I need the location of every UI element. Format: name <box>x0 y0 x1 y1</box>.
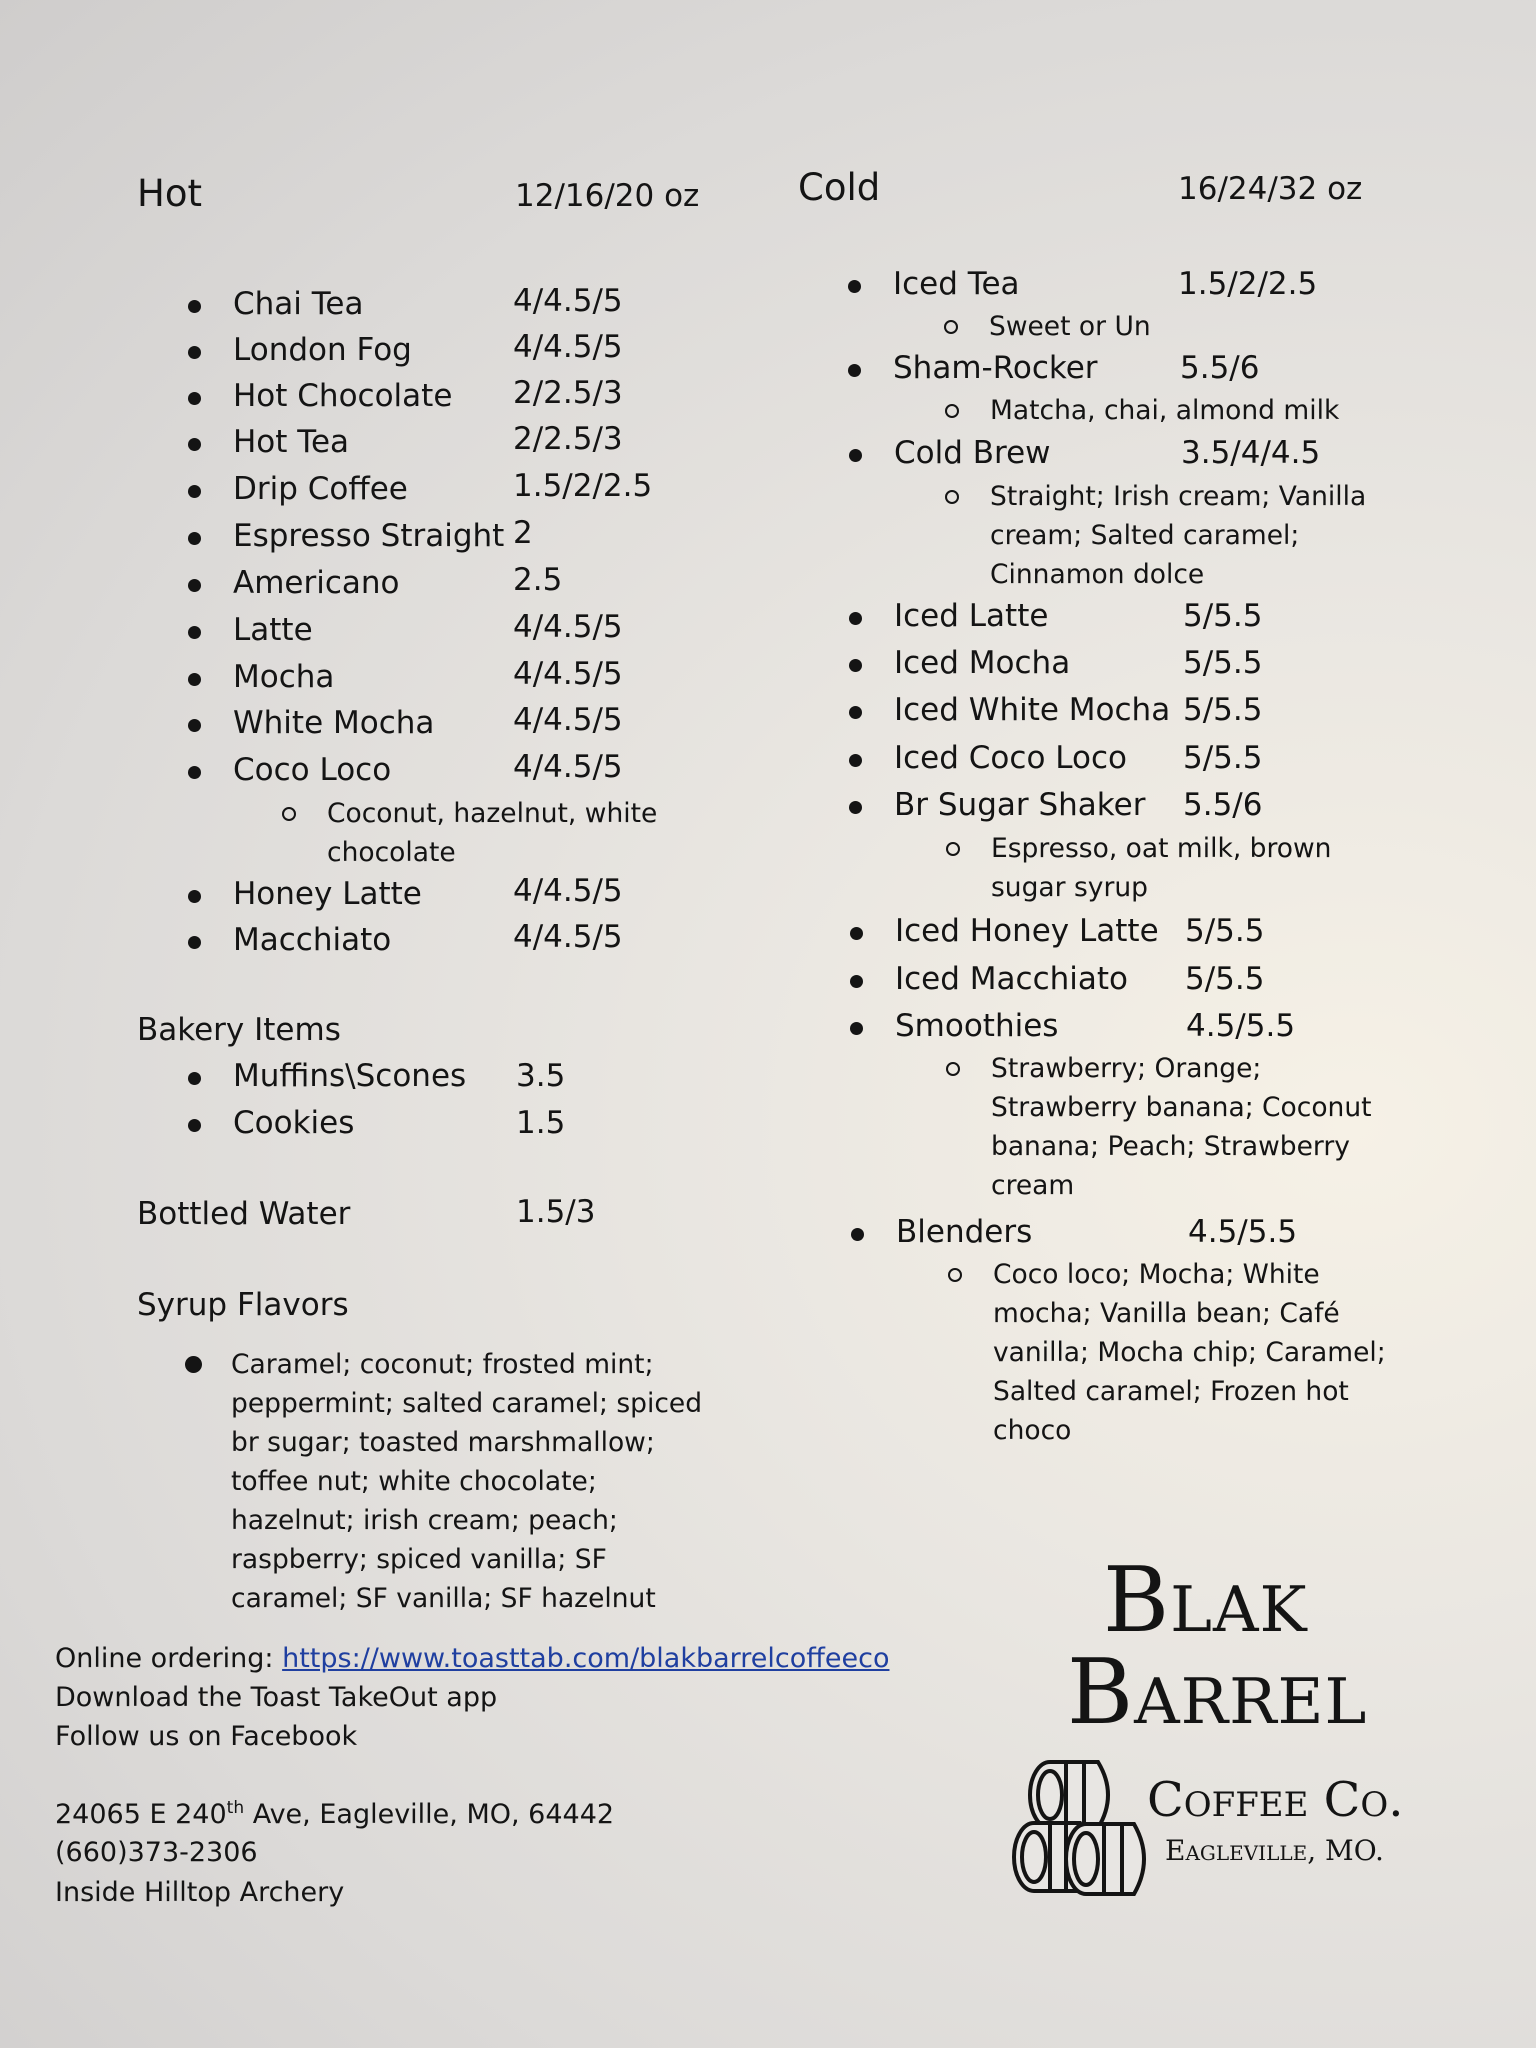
bullet-icon <box>188 673 201 686</box>
bakery-heading: Bakery Items <box>137 1012 341 1048</box>
barrels-icon <box>1008 1757 1156 1899</box>
hot-price: 2.5 <box>513 562 563 598</box>
cold-price: 5.5/6 <box>1180 350 1260 386</box>
cold-price: 4.5/5.5 <box>1186 1008 1296 1044</box>
hot-item: Americano <box>233 565 400 601</box>
cold-item: Iced Macchiato <box>895 961 1128 997</box>
cold-item: Iced Coco Loco <box>894 740 1127 776</box>
hot-price: 4/4.5/5 <box>513 702 623 738</box>
hot-item: London Fog <box>233 332 412 368</box>
hot-item: Macchiato <box>233 922 391 958</box>
bullet-icon <box>849 754 862 767</box>
bullet-icon <box>850 927 863 940</box>
bakery-item: Cookies <box>233 1105 354 1141</box>
hot-sizes: 12/16/20 oz <box>515 178 700 214</box>
online-ordering <box>55 1643 889 1674</box>
hot-price: 4/4.5/5 <box>513 749 623 785</box>
bullet-icon <box>188 485 201 498</box>
cold-item: Blenders <box>896 1214 1032 1250</box>
hot-price: 4/4.5/5 <box>513 919 623 955</box>
sub-bullet-icon <box>945 490 959 504</box>
hot-price: 4/4.5/5 <box>513 873 623 909</box>
bullet-icon <box>849 612 862 625</box>
bullet-icon <box>188 346 201 359</box>
cold-item: Iced Mocha <box>894 645 1070 681</box>
hot-price: 2 <box>513 515 533 551</box>
bullet-icon <box>188 438 201 451</box>
sham-rocker-note: Matcha, chai, almond milk <box>990 391 1390 430</box>
bullet-icon <box>849 801 862 814</box>
hot-item: Honey Latte <box>233 876 422 912</box>
syrup-heading: Syrup Flavors <box>137 1287 349 1323</box>
bullet-icon <box>188 626 201 639</box>
hot-price: 4/4.5/5 <box>513 329 623 365</box>
bakery-price: 1.5 <box>516 1105 566 1141</box>
logo-eagleville: Eagleville, MO. <box>1165 1834 1384 1867</box>
cold-price: 3.5/4/4.5 <box>1181 435 1321 471</box>
cold-item: Br Sugar Shaker <box>894 787 1145 823</box>
hot-item: Drip Coffee <box>233 471 408 507</box>
bullet-icon <box>185 1356 202 1373</box>
facebook-text: Follow us on Facebook <box>55 1721 358 1752</box>
cold-item: Cold Brew <box>894 435 1051 471</box>
cold-price: 5/5.5 <box>1185 961 1265 997</box>
bullet-icon <box>188 890 201 903</box>
hot-heading: Hot <box>137 172 202 215</box>
cold-price: 5/5.5 <box>1183 645 1263 681</box>
cold-item: Iced Honey Latte <box>895 913 1159 949</box>
hot-item: Coco Loco <box>233 752 391 788</box>
cold-heading: Cold <box>798 166 881 209</box>
cold-brew-note: Straight; Irish cream; Vanilla cream; Salted caramel; Cinnamon dolce <box>990 477 1390 594</box>
cold-price: 5/5.5 <box>1185 913 1265 949</box>
cold-item: Sham-Rocker <box>893 350 1098 386</box>
cold-price: 5.5/6 <box>1183 787 1263 823</box>
cold-price: 4.5/5.5 <box>1188 1214 1298 1250</box>
hot-item: Espresso Straight <box>233 518 504 554</box>
bullet-icon <box>188 300 201 313</box>
bullet-icon <box>851 1228 864 1241</box>
sub-bullet-icon <box>948 1268 962 1282</box>
cold-price: 5/5.5 <box>1183 740 1263 776</box>
bullet-icon <box>188 1072 201 1085</box>
logo-blak: Blak <box>1103 1548 1308 1653</box>
takeout-app-text: Download the Toast TakeOut app <box>55 1682 498 1713</box>
bullet-icon <box>850 975 863 988</box>
bullet-icon <box>188 766 201 779</box>
hot-item: Chai Tea <box>233 286 364 322</box>
cold-price: 5/5.5 <box>1183 692 1263 728</box>
smoothies-note: Strawberry; Orange; Strawberry banana; Coconut banana; Peach; Strawberry cream <box>991 1049 1391 1205</box>
bullet-icon <box>188 936 201 949</box>
bottled-water: Bottled Water <box>137 1196 351 1232</box>
cold-item: Iced Latte <box>894 598 1048 634</box>
coco-loco-note: Coconut, hazelnut, white chocolate <box>327 794 687 872</box>
hot-price: 4/4.5/5 <box>513 609 623 645</box>
cold-item: Iced Tea <box>893 266 1020 302</box>
cold-sizes: 16/24/32 oz <box>1178 171 1363 207</box>
hot-item: Latte <box>233 612 313 648</box>
logo-barrel: Barrel <box>1067 1640 1368 1745</box>
phone: (660)373-2306 <box>55 1837 258 1868</box>
hot-item: White Mocha <box>233 705 434 741</box>
hot-item: Mocha <box>233 659 334 695</box>
cold-price: 5/5.5 <box>1183 598 1263 634</box>
sub-bullet-icon <box>282 807 296 821</box>
hot-item: Hot Tea <box>233 424 349 460</box>
syrup-list: Caramel; coconut; frosted mint; peppermint; salted caramel; spiced br sugar; toasted marshmallow; toffee nut; white chocolate; hazelnut; irish cream; peach; raspberry; spiced vanilla; SF caramel; SF vanilla; SF hazelnut <box>231 1345 721 1618</box>
logo-coffee-co: Coffee Co. <box>1147 1772 1404 1828</box>
bullet-icon <box>848 364 861 377</box>
bullet-icon <box>188 579 201 592</box>
bullet-icon <box>849 659 862 672</box>
hot-price: 2/2.5/3 <box>513 375 623 411</box>
online-ordering-label: Online ordering: <box>55 1643 283 1674</box>
bullet-icon <box>849 449 862 462</box>
sub-bullet-icon <box>945 404 959 418</box>
sub-bullet-icon <box>946 842 960 856</box>
hot-price: 4/4.5/5 <box>513 656 623 692</box>
address: 24065 E 240th Ave, Eagleville, MO, 64442 <box>55 1798 615 1830</box>
location-note: Inside Hilltop Archery <box>55 1877 345 1908</box>
cold-price: 1.5/2/2.5 <box>1178 266 1318 302</box>
cold-item: Iced White Mocha <box>894 692 1170 728</box>
bullet-icon <box>188 532 201 545</box>
online-ordering-link[interactable]: https://www.toasttab.com/blakbarrelcoffeeco <box>282 1643 890 1674</box>
bakery-item: Muffins\Scones <box>233 1058 466 1094</box>
hot-price: 4/4.5/5 <box>513 283 623 319</box>
bullet-icon <box>188 1119 201 1132</box>
sub-bullet-icon <box>944 320 958 334</box>
iced-tea-note: Sweet or Un <box>989 307 1389 346</box>
br-sugar-shaker-note: Espresso, oat milk, brown sugar syrup <box>991 829 1391 907</box>
hot-price: 1.5/2/2.5 <box>513 468 653 504</box>
blenders-note: Coco loco; Mocha; White mocha; Vanilla bean; Café vanilla; Mocha chip; Caramel; Salted caramel; Frozen hot choco <box>993 1255 1393 1450</box>
bullet-icon <box>188 719 201 732</box>
hot-item: Hot Chocolate <box>233 378 452 414</box>
bottled-water-price: 1.5/3 <box>516 1194 596 1230</box>
bullet-icon <box>188 392 201 405</box>
bullet-icon <box>850 1022 863 1035</box>
hot-price: 2/2.5/3 <box>513 421 623 457</box>
sub-bullet-icon <box>946 1062 960 1076</box>
bullet-icon <box>849 706 862 719</box>
bullet-icon <box>848 280 861 293</box>
cold-item: Smoothies <box>895 1008 1058 1044</box>
bakery-price: 3.5 <box>516 1058 566 1094</box>
